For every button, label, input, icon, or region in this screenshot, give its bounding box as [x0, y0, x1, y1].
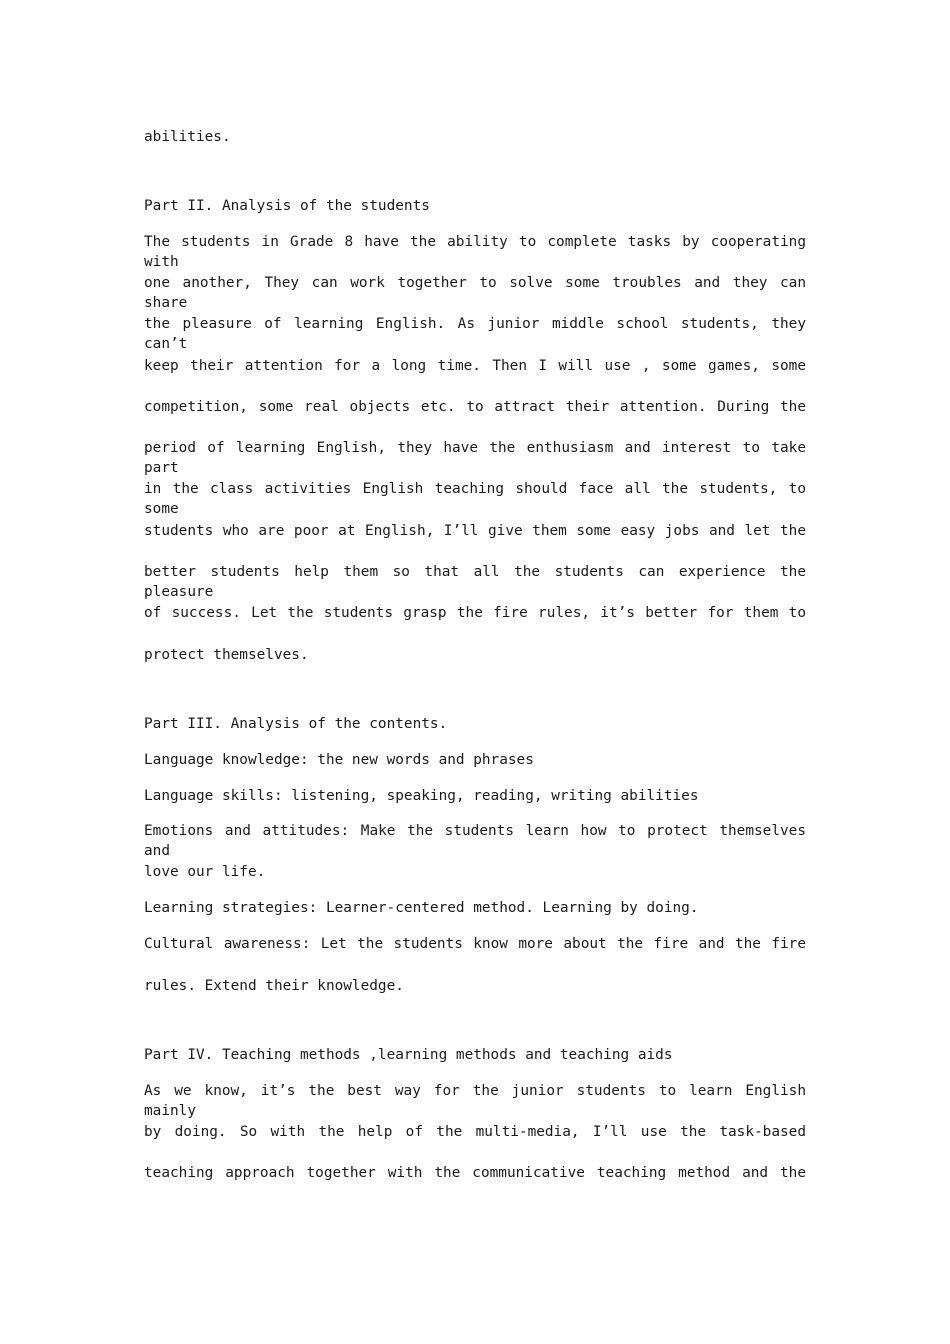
part2-line-4: keep their attention for a long time. Then I will use , some games, some	[144, 358, 806, 374]
part4-heading: Part IV. Teaching methods ,learning methods and teaching aids	[144, 1047, 673, 1063]
part3-skills-line: Language skills: listening, speaking, reading, writing abilities	[144, 788, 699, 804]
part2-line-6: period of learning English, they have the enthusiasm and interest to take part	[144, 440, 806, 476]
part2-line-5: competition, some real objects etc. to attract their attention. During the	[144, 399, 806, 415]
part4-line-1: As we know, it’s the best way for the junior students to learn English mainly	[144, 1083, 806, 1119]
part2-line-1: The students in Grade 8 have the ability to complete tasks by cooperating with	[144, 234, 806, 270]
part4-line-3: teaching approach together with the communicative teaching method and the	[144, 1165, 806, 1181]
part3-emotions-line-1: Emotions and attitudes: Make the students learn how to protect themselves and	[144, 823, 806, 859]
part3-strategies-line: Learning strategies: Learner-centered method. Learning by doing.	[144, 900, 699, 916]
part2-heading: Part II. Analysis of the students	[144, 198, 430, 214]
part2-line-8: students who are poor at English, I’ll give them some easy jobs and let the	[144, 523, 806, 539]
part2-line-10: of success. Let the students grasp the fire rules, it’s better for them to	[144, 605, 806, 621]
intro-tail-line: abilities.	[144, 129, 231, 145]
part3-knowledge-line: Language knowledge: the new words and phrases	[144, 752, 534, 768]
part3-emotions-line-2: love our life.	[144, 864, 266, 880]
part3-cultural-line-2: rules. Extend their knowledge.	[144, 978, 404, 994]
part3-cultural-line-1: Cultural awareness: Let the students know more about the fire and the fire	[144, 936, 806, 952]
part2-line-9: better students help them so that all the students can experience the pleasure	[144, 564, 806, 600]
part2-line-3: the pleasure of learning English. As junior middle school students, they can’t	[144, 316, 806, 352]
part2-line-2: one another, They can work together to solve some troubles and they can share	[144, 275, 806, 311]
part2-line-7: in the class activities English teaching should face all the students, to some	[144, 481, 806, 517]
part3-heading: Part III. Analysis of the contents.	[144, 716, 448, 732]
part2-line-11: protect themselves.	[144, 647, 309, 663]
part4-line-2: by doing. So with the help of the multi-media, I’ll use the task-based	[144, 1124, 806, 1140]
